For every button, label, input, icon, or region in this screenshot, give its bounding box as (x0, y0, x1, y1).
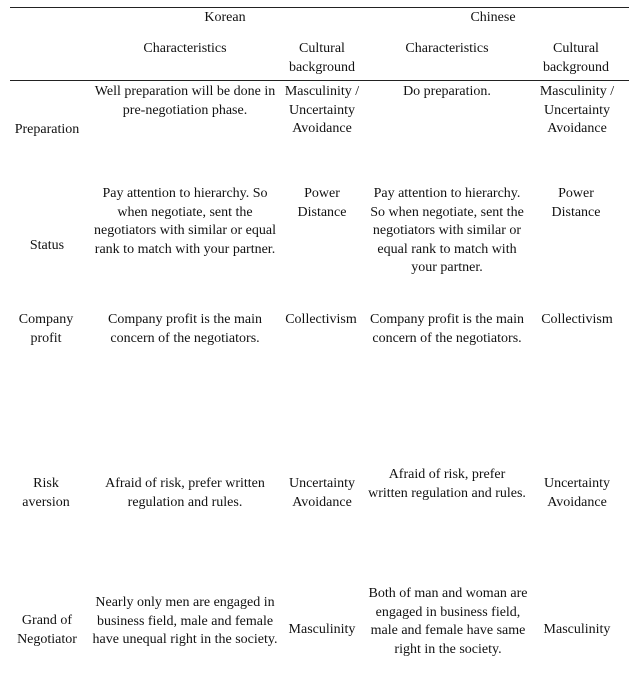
row-status-chinese-characteristics: Pay attention to hierarchy. So when negotiate, sent the negotiators with similar or equal rank to match with your partner. (370, 186, 524, 275)
header-korean-background: Cultural background (288, 41, 356, 75)
table-top-rule (10, 7, 629, 8)
row-label-company-profit: Company profit (18, 312, 74, 346)
row-company-profit-korean-characteristics: Company profit is the main concern of the negotiators. (108, 312, 262, 346)
row-label-risk-aversion: Risk aversion (22, 476, 70, 510)
row-company-profit-korean-background: Collectivism (285, 312, 357, 327)
header-bottom-rule (10, 80, 629, 81)
row-status-korean-characteristics: Pay attention to hierarchy. So when negotiate, sent the negotiators with similar or equal rank to match with your partner. (94, 186, 276, 257)
row-grand-of-negotiator-korean-characteristics: Nearly only men are engaged in business field, male and female have unequal right in the society. (92, 595, 278, 647)
header-chinese-background: Cultural background (542, 41, 610, 75)
row-grand-of-negotiator-chinese-background: Masculinity (543, 622, 611, 637)
header-korean: Korean (204, 10, 246, 25)
header-chinese-characteristics: Characteristics (405, 41, 489, 56)
row-company-profit-chinese-background: Collectivism (541, 312, 613, 327)
row-preparation-korean-background: Masculinity / Uncertainty Avoidance (284, 84, 360, 136)
row-risk-aversion-korean-characteristics: Afraid of risk, prefer written regulation and rules. (105, 476, 265, 510)
row-status-chinese-background: Power Distance (551, 186, 601, 220)
row-risk-aversion-korean-background: Uncertainty Avoidance (288, 476, 356, 510)
row-company-profit-chinese-characteristics: Company profit is the main concern of the negotiators. (370, 312, 524, 346)
header-chinese: Chinese (470, 10, 516, 25)
row-grand-of-negotiator-chinese-characteristics: Both of man and woman are engaged in business field, male and female have same right in the society. (368, 586, 528, 657)
row-risk-aversion-chinese-background: Uncertainty Avoidance (543, 476, 611, 510)
row-label-preparation: Preparation (14, 121, 80, 137)
row-preparation-korean-characteristics: Well preparation will be done in pre-negotiation phase. (94, 84, 276, 118)
header-korean-characteristics: Characteristics (143, 41, 227, 56)
row-label-grand-of-negotiator: Grand of Negotiator (17, 613, 77, 647)
row-preparation-chinese-characteristics: Do preparation. (403, 84, 491, 99)
row-label-status: Status (29, 237, 65, 253)
row-grand-of-negotiator-korean-background: Masculinity (288, 622, 356, 637)
row-status-korean-background: Power Distance (297, 186, 347, 220)
row-preparation-chinese-background: Masculinity / Uncertainty Avoidance (539, 84, 615, 136)
row-risk-aversion-chinese-characteristics: Afraid of risk, prefer written regulation and rules. (368, 467, 526, 501)
